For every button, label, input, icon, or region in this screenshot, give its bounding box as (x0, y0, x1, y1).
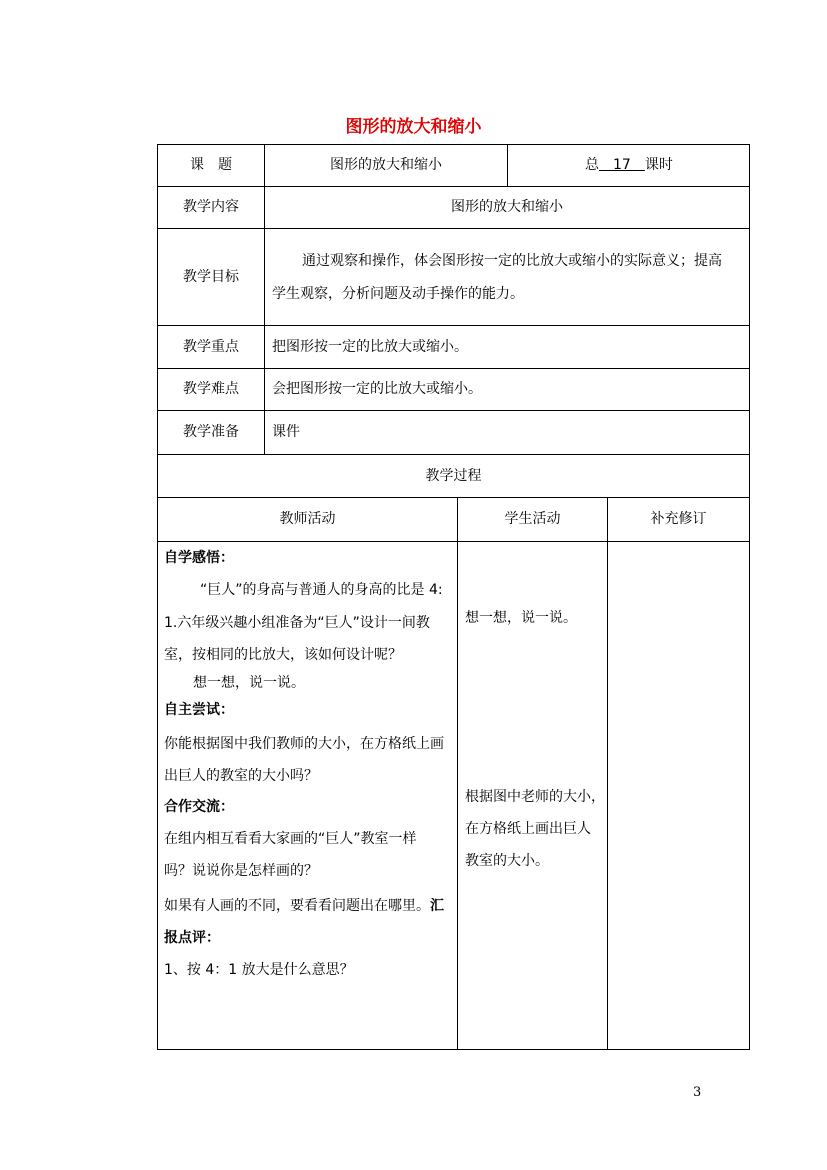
teacher-text: 想一想，说一说。 (193, 675, 305, 691)
prep-value: 课件 (272, 424, 300, 440)
teacher-text: 在组内相互看看大家画的“巨人”教室一样 (164, 831, 417, 847)
row-divider (157, 410, 750, 411)
total-prefix: 总 (585, 157, 599, 173)
prep-label: 教学准备 (183, 424, 239, 440)
section-heading-report: 报点评： (164, 930, 220, 946)
notes-column-divider (607, 497, 608, 1050)
course-label: 课 题 (190, 157, 232, 173)
goal-text-line1: 通过观察和操作，体会图形按一定的比放大或缩小的实际意义；提高 (302, 253, 722, 269)
row-divider (157, 325, 750, 326)
row-divider (157, 186, 750, 187)
student-text: 根据图中老师的大小， (465, 789, 605, 805)
teacher-text: 1、按 4：1 放大是什么意思？ (164, 962, 354, 978)
teacher-text: “巨人”的身高与普通人的身高的比是 4: (200, 582, 443, 598)
document-title: 图形的放大和缩小 (345, 117, 482, 137)
row-divider (157, 368, 750, 369)
row-divider (157, 497, 750, 498)
notes-header: 补充修订 (650, 511, 707, 527)
teacher-text: 室，按相同的比放大，该如何设计呢？ (164, 647, 402, 663)
goal-text-line2: 学生观察，分析问题及动手操作的能力。 (272, 286, 524, 302)
teacher-text-inline: 如果有人画的不同，要看看问题出在哪里。 (164, 898, 430, 914)
teacher-text: 1.六年级兴趣小组准备为“巨人”设计一间教 (164, 615, 430, 631)
student-column-divider (457, 497, 458, 1050)
process-header: 教学过程 (425, 468, 482, 484)
table-border-bottom (157, 1049, 750, 1050)
difficulty-label: 教学难点 (183, 381, 239, 397)
student-text: 在方格纸上画出巨人 (465, 821, 591, 837)
teacher-text: 出巨人的教室的大小吗？ (164, 768, 318, 784)
teacher-text (164, 896, 444, 916)
table-border-top (157, 144, 750, 145)
goal-label: 教学目标 (183, 269, 239, 285)
student-text: 教室的大小。 (465, 853, 549, 869)
student-text: 想一想，说一说。 (465, 610, 577, 626)
row-divider (157, 541, 750, 542)
total-hours (585, 155, 673, 175)
teacher-activity-header: 教师活动 (279, 511, 336, 527)
student-activity-header: 学生活动 (504, 511, 561, 527)
section-heading-report-part: 汇 (430, 898, 444, 914)
difficulty-value: 会把图形按一定的比放大或缩小。 (272, 381, 482, 397)
key-value: 把图形按一定的比放大或缩小。 (272, 339, 468, 355)
label-column-divider (264, 144, 265, 454)
page-number: 3 (693, 1085, 702, 1100)
table-border-right (749, 144, 750, 1050)
section-heading-self-study: 自学感悟： (164, 550, 234, 566)
teacher-text: 你能根据图中我们教师的大小，在方格纸上画 (164, 736, 444, 752)
row-divider (157, 228, 750, 229)
teacher-text: 吗？说说你是怎样画的？ (164, 863, 318, 879)
total-suffix: 课时 (644, 157, 673, 173)
total-column-divider (507, 144, 508, 186)
key-label: 教学重点 (183, 339, 239, 355)
total-number: 17 (599, 157, 645, 173)
course-value: 图形的放大和缩小 (330, 157, 442, 173)
section-heading-self-attempt: 自主尝试： (164, 702, 234, 718)
content-label: 教学内容 (183, 199, 239, 215)
content-value: 图形的放大和缩小 (451, 199, 563, 215)
row-divider (157, 454, 750, 455)
section-heading-cooperation: 合作交流： (164, 799, 234, 815)
